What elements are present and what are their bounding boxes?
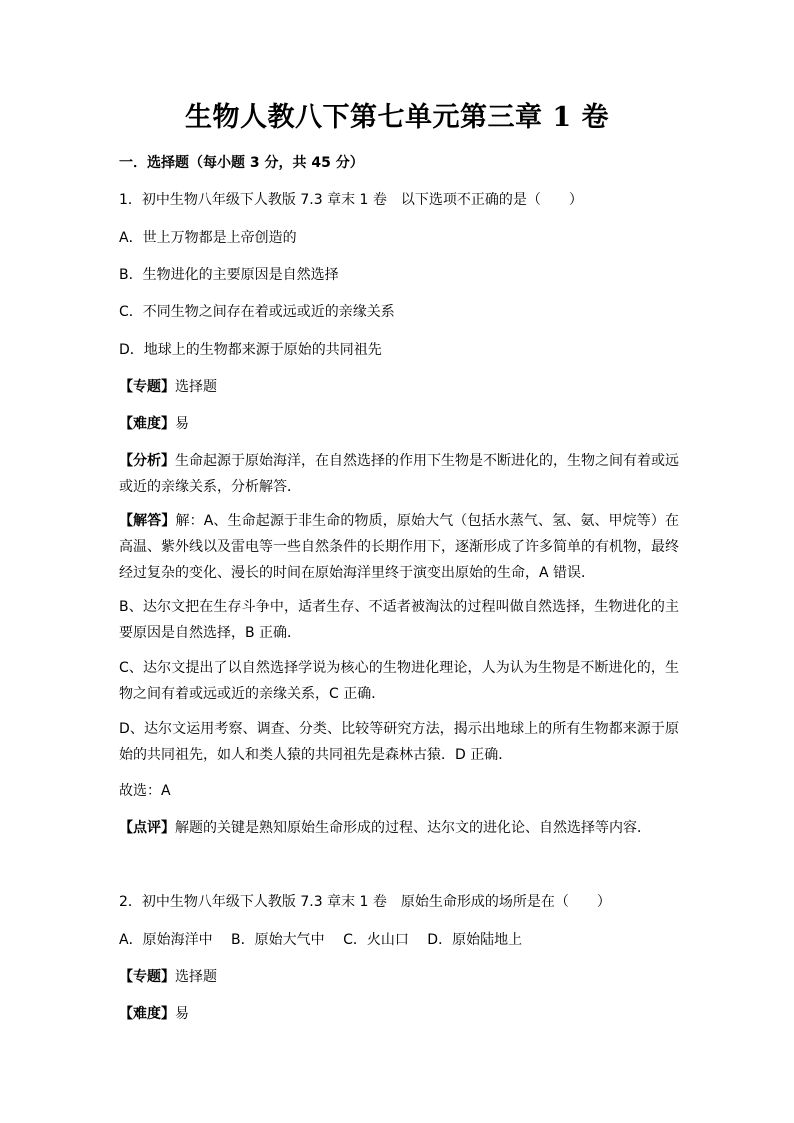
question-1-option-d: D．地球上的生物都来源于原始的共同祖先 [119,342,382,358]
question-1-difficulty [119,414,679,434]
difficulty-tag: 【难度】 [119,416,175,432]
answer-a-text: 解：A、生命起源于非生命的物质，原始大气（包括水蒸气、氢、氨、甲烷等）在高温、紫外线以及雷电等一些自然条件的长期作用下，逐渐形成了许多简单的有机物，最终经过复杂的变化、漫长的时间在原始海洋里终于演变出原始的生命，A 错误． [119,513,680,581]
analysis-tag: 【分析】 [119,453,175,469]
question-1-option-c: C．不同生物之间存在着或远或近的亲缘关系 [119,304,395,320]
question-1-topic [119,377,679,397]
question-1-stem: 1．初中生物八年级下人教版 7.3 章末 1 卷 以下选项不正确的是（ ） [119,192,583,208]
question-2-difficulty [119,1004,679,1024]
question-1-option-b: B．生物进化的主要原因是自然选择 [119,267,339,283]
section-heading: 一．选择题（每小题 3 分，共 45 分） [119,155,364,171]
question-2-topic [119,967,679,987]
question-2-options: A．原始海洋中 B．原始大气中 C．火山口 D．原始陆地上 [119,932,523,948]
topic-tag: 【专题】 [119,969,175,985]
question-1-answer-c: C、达尔文提出了以自然选择学说为核心的生物进化理论，人为认为生物是不断进化的，生物之间有着或远或近的亲缘关系，C 正确． [119,660,679,702]
question-1-analysis [119,448,679,500]
topic-text: 选择题 [175,379,217,395]
topic-tag: 【专题】 [119,379,175,395]
answer-tag: 【解答】 [119,513,176,529]
analysis-text: 生命起源于原始海洋，在自然选择的作用下生物是不断进化的，生物之间有着或远或近的亲缘关系，分析解答． [119,453,679,495]
question-1-comment [119,818,679,838]
question-1-option-a: A．世上万物都是上帝创造的 [119,230,297,246]
difficulty-text: 易 [175,1006,189,1022]
question-1-answer-b: B、达尔文把在生存斗争中，适者生存、不适者被淘汰的过程叫做自然选择，生物进化的主要原因是自然选择，B 正确． [119,599,679,641]
question-2-stem: 2．初中生物八年级下人教版 7.3 章末 1 卷 原始生命形成的场所是在（ ） [119,894,611,910]
question-1-answer-a [119,508,679,586]
question-1-answer-d: D、达尔文运用考察、调查、分类、比较等研究方法，揭示出地球上的所有生物都来源于原始的共同祖先，如人和类人猿的共同祖先是森林古猿．D 正确． [119,721,679,763]
comment-tag: 【点评】 [119,820,175,836]
comment-text: 解题的关键是熟知原始生命形成的过程、达尔文的进化论、自然选择等内容． [175,820,651,836]
document-title: 生物人教八下第七单元第三章 1 卷 [184,102,610,133]
question-1-choice: 故选：A [119,783,171,799]
difficulty-text: 易 [175,416,189,432]
difficulty-tag: 【难度】 [119,1006,175,1022]
topic-text: 选择题 [175,969,217,985]
